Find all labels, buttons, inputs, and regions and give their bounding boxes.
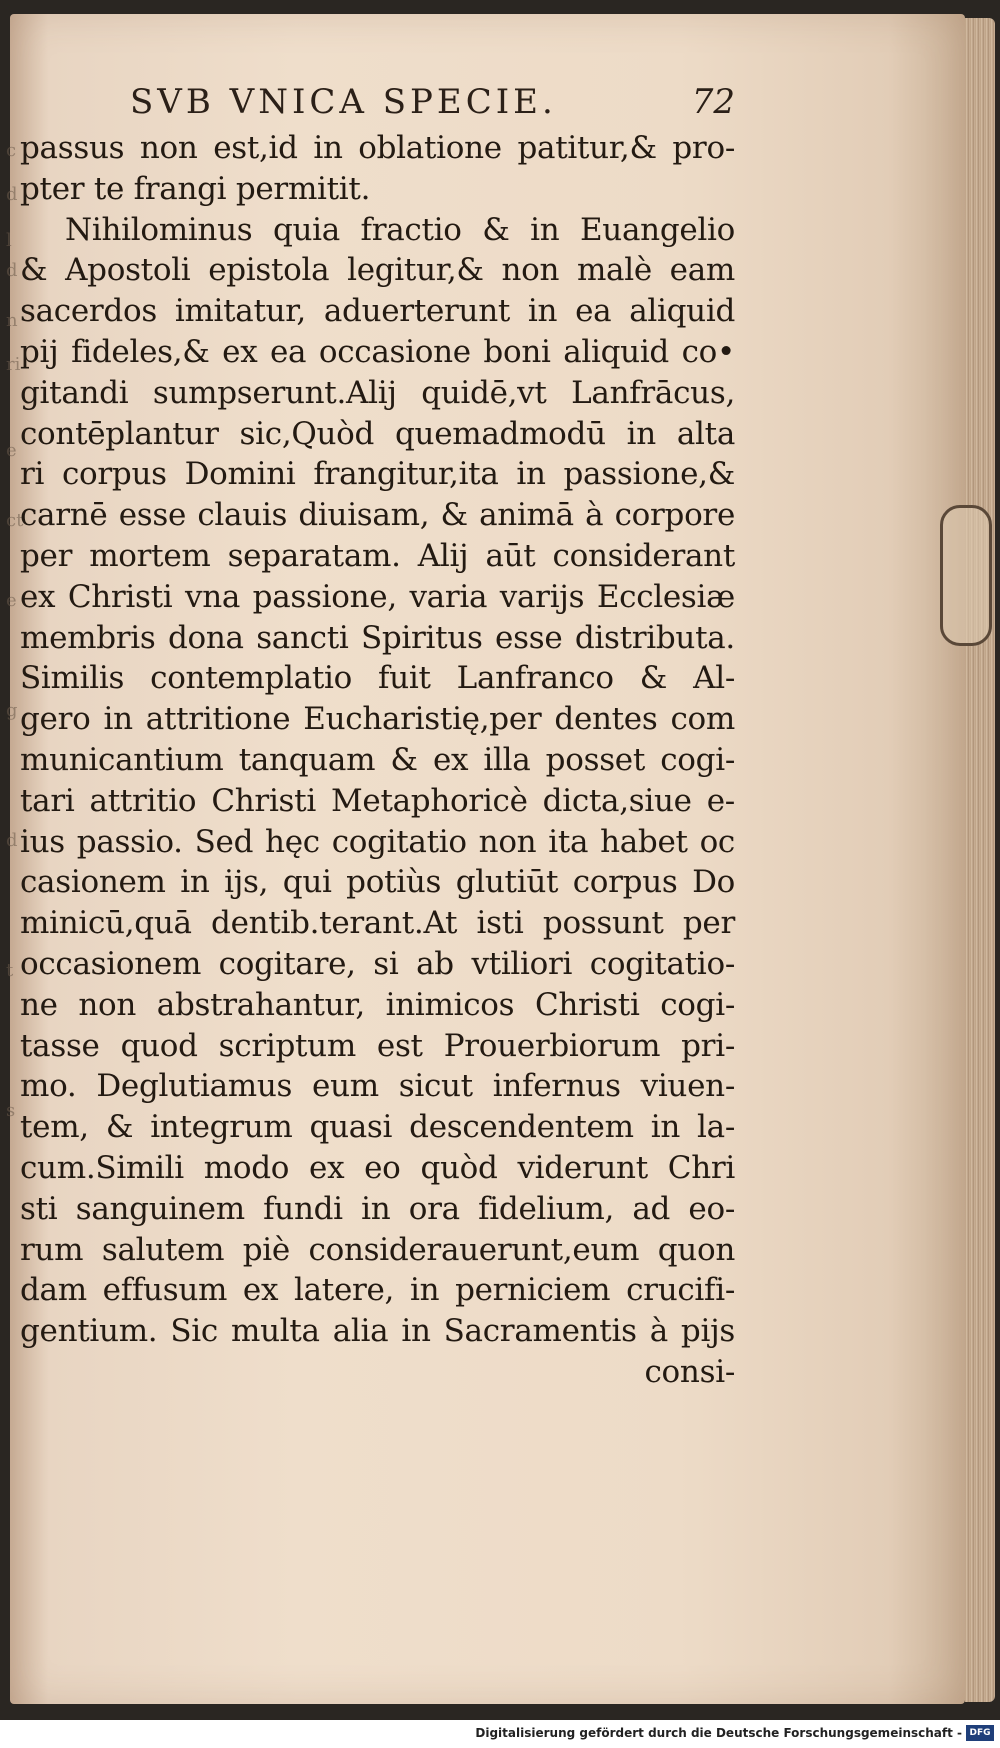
funding-credit: Digitalisierung gefördert durch die Deutsche Forschungsgemeinschaft -: [475, 1726, 962, 1740]
text-line: tasse quod scriptum est Prouerbiorum pri-: [20, 1027, 735, 1064]
text-line: tari attritio Christi Metaphoricè dicta,siue e-: [20, 782, 735, 819]
text-line: carnē esse clauis diuisam, & animā à corpore: [20, 497, 735, 534]
text-line: tem, & integrum quasi descendentem in la-: [20, 1109, 735, 1146]
margin-mark: s: [6, 1100, 16, 1121]
text-line: contēplantur sic,Quòd quemadmodū in alta: [20, 415, 735, 452]
margin-mark: e: [6, 590, 17, 611]
margin-mark: t: [6, 960, 14, 981]
margin-mark: d: [6, 260, 18, 281]
margin-mark: ri: [6, 354, 21, 375]
text-line: passus non est,id in oblatione patitur,& pro-: [20, 130, 735, 166]
text-line: occasionem cogitare, si ab vtiliori cogitatio-: [20, 945, 735, 982]
margin-mark: c: [6, 140, 17, 161]
digitization-footer: [0, 1720, 1000, 1748]
text-line: & Apostoli epistola legitur,& non malè eam: [20, 252, 735, 289]
page-number: 72: [691, 82, 735, 122]
dfg-logo-icon: DFG: [966, 1725, 994, 1741]
text-line: sacerdos imitatur, aduerterunt in ea aliquid: [20, 293, 735, 330]
text-line: Nihilominus quia fractio & in Euangelio: [65, 211, 735, 248]
text-line: casionem in ijs, qui potiùs glutiūt corpus Do: [20, 864, 735, 901]
text-line: ius passio. Sed hęc cogitatio non ita habet oc: [20, 823, 735, 860]
running-head: SVB VNICA SPECIE.: [130, 82, 557, 122]
body-text: [20, 128, 735, 1393]
text-line: rum salutem piè considerauerunt,eum quon: [20, 1231, 735, 1268]
text-line: sti sanguinem fundi in ora fidelium, ad eo-: [20, 1190, 735, 1227]
text-line: dam effusum ex latere, in perniciem crucifi-: [20, 1272, 735, 1309]
page-edges: [965, 18, 995, 1702]
margin-mark: g: [6, 700, 18, 721]
catchword: consi-: [644, 1353, 735, 1390]
text-line: pij fideles,& ex ea occasione boni aliquid co•: [20, 333, 735, 370]
margin-mark: d: [6, 184, 18, 205]
margin-mark: d: [6, 830, 18, 851]
text-line: membris dona sancti Spiritus esse distributa.: [20, 619, 735, 656]
text-line: pter te frangi permitit.: [20, 170, 371, 207]
text-line: cum.Simili modo ex eo quòd viderunt Chri: [20, 1149, 735, 1186]
text-line: gentium. Sic multa alia in Sacramentis à pijs: [20, 1313, 735, 1350]
text-line: gero in attritione Eucharistię,per dentes com: [20, 701, 735, 738]
text-line: gitandi sumpserunt.Alij quidē,vt Lanfrācus,: [20, 374, 735, 411]
margin-mark: n: [6, 310, 18, 331]
book-clasp: [940, 505, 992, 646]
text-line: Similis contemplatio fuit Lanfranco & Al-: [20, 660, 735, 697]
text-line: municantium tanquam & ex illa posset cogi-: [20, 741, 735, 778]
margin-mark: ct: [6, 510, 24, 531]
text-line: per mortem separatam. Alij aūt considerant: [20, 537, 735, 574]
text-line: mo. Deglutiamus eum sicut infernus viuen-: [20, 1068, 735, 1105]
page-header: [130, 82, 735, 126]
text-line: ri corpus Domini frangitur,ita in passione,&: [20, 456, 735, 493]
text-line: minicū,quā dentib.terant.At isti possunt per: [20, 905, 735, 942]
text-line: ne non abstrahantur, inimicos Christi cogi-: [20, 986, 735, 1023]
text-line: ex Christi vna passione, varia varijs Ecclesiæ: [20, 578, 735, 615]
margin-mark: l: [6, 230, 12, 251]
margin-mark: e: [6, 440, 17, 461]
